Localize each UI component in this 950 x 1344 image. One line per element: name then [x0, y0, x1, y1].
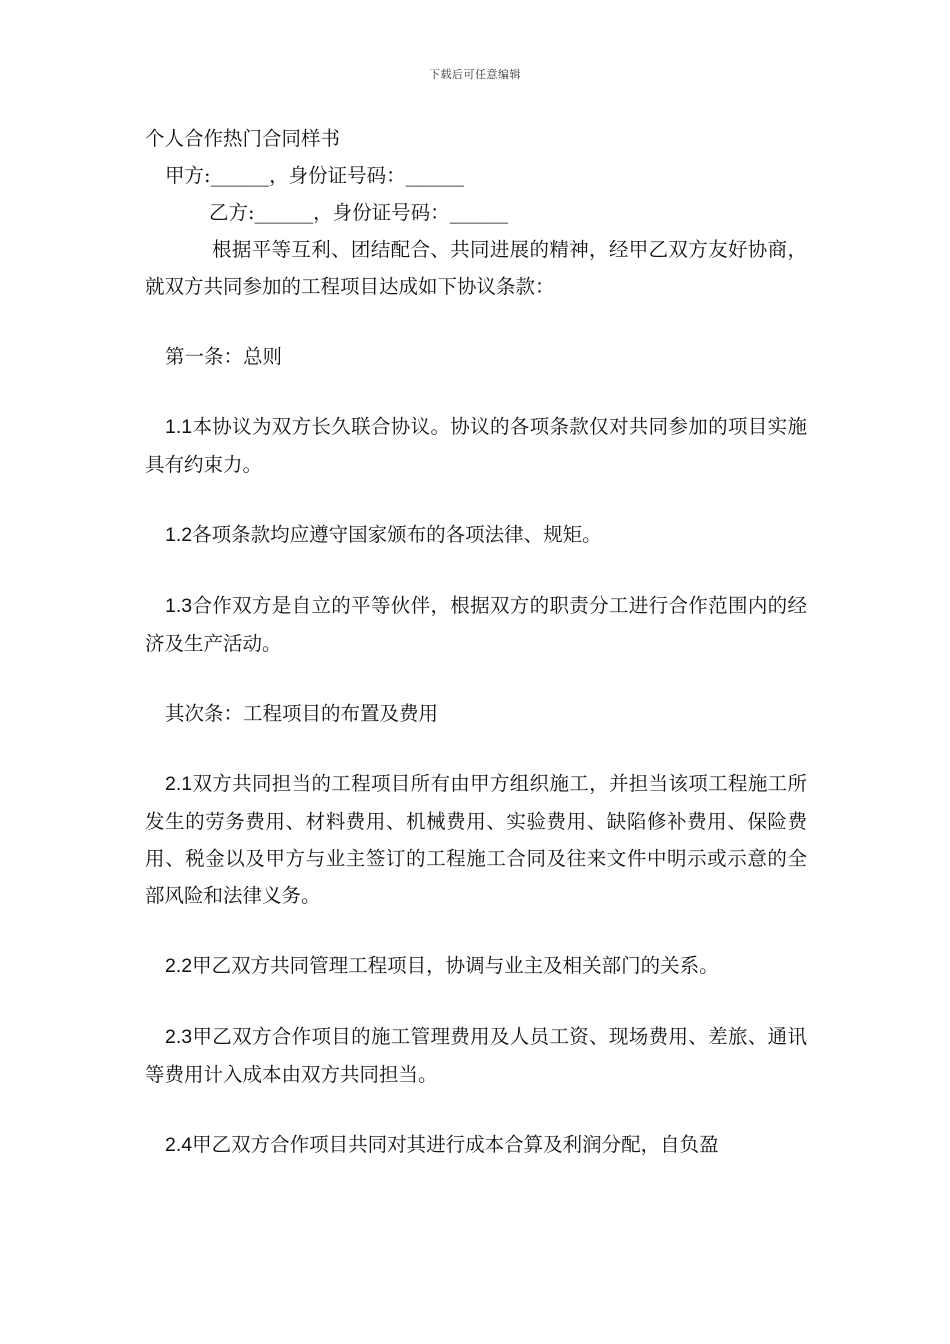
document-body	[145, 120, 807, 1164]
clause-1-3	[145, 587, 807, 662]
document-title: 个人合作热门合同样书	[145, 127, 341, 150]
clause-2-3	[145, 1018, 807, 1093]
article-2-heading: 其次条：工程项目的布置及费用	[165, 702, 439, 725]
clause-number: 1.3	[165, 595, 193, 617]
clause-2-4	[145, 1126, 807, 1164]
clause-number: 2.3	[165, 1026, 193, 1048]
clause-number: 1.1	[165, 416, 193, 438]
party-a-line: 甲方:______，身份证号码：______	[165, 164, 465, 187]
clause-text: 甲乙双方共同管理工程项目，协调与业主及相关部门的关系。	[192, 954, 719, 977]
clause-text: 合作双方是自立的平等伙伴，根据双方的职责分工进行合作范围内的经济及生产活动。	[145, 594, 807, 655]
clause-number: 2.1	[165, 773, 193, 795]
intro-paragraph: 根据平等互利、团结配合、共同进展的精神，经甲乙双方友好协商，就双方共同参加的工程项目达成如下协议条款：	[145, 238, 807, 298]
clause-1-2	[145, 516, 807, 554]
clause-text: 各项条款均应遵守国家颁布的各项法律、规矩。	[192, 523, 602, 546]
clause-number: 2.2	[165, 955, 193, 977]
header-note: 下载后可任意编辑	[429, 68, 521, 81]
clause-number: 2.4	[165, 1134, 193, 1156]
clause-text: 甲乙双方合作项目的施工管理费用及人员工资、现场费用、差旅、通讯等费用计入成本由双方共同担当。	[145, 1025, 807, 1086]
article-1-heading: 第一条：总则	[165, 345, 283, 368]
clause-1-1	[145, 408, 807, 483]
clause-text: 双方共同担当的工程项目所有由甲方组织施工，并担当该项工程施工所发生的劳务费用、材料费用、机械费用、实验费用、缺陷修补费用、保险费用、税金以及甲方与业主签订的工程施工合同及往来文件中明示或示意的全部风险和法律义务。	[145, 772, 807, 907]
clause-text: 甲乙双方合作项目共同对其进行成本合算及利润分配，自负盈	[192, 1133, 719, 1156]
clause-number: 1.2	[165, 524, 193, 546]
clause-2-2	[145, 947, 807, 985]
clause-2-1	[145, 765, 807, 914]
party-b-line: 乙方:______，身份证号码：______	[209, 201, 509, 224]
clause-text: 本协议为双方长久联合协议。协议的各项条款仅对共同参加的项目实施具有约束力。	[145, 415, 807, 476]
